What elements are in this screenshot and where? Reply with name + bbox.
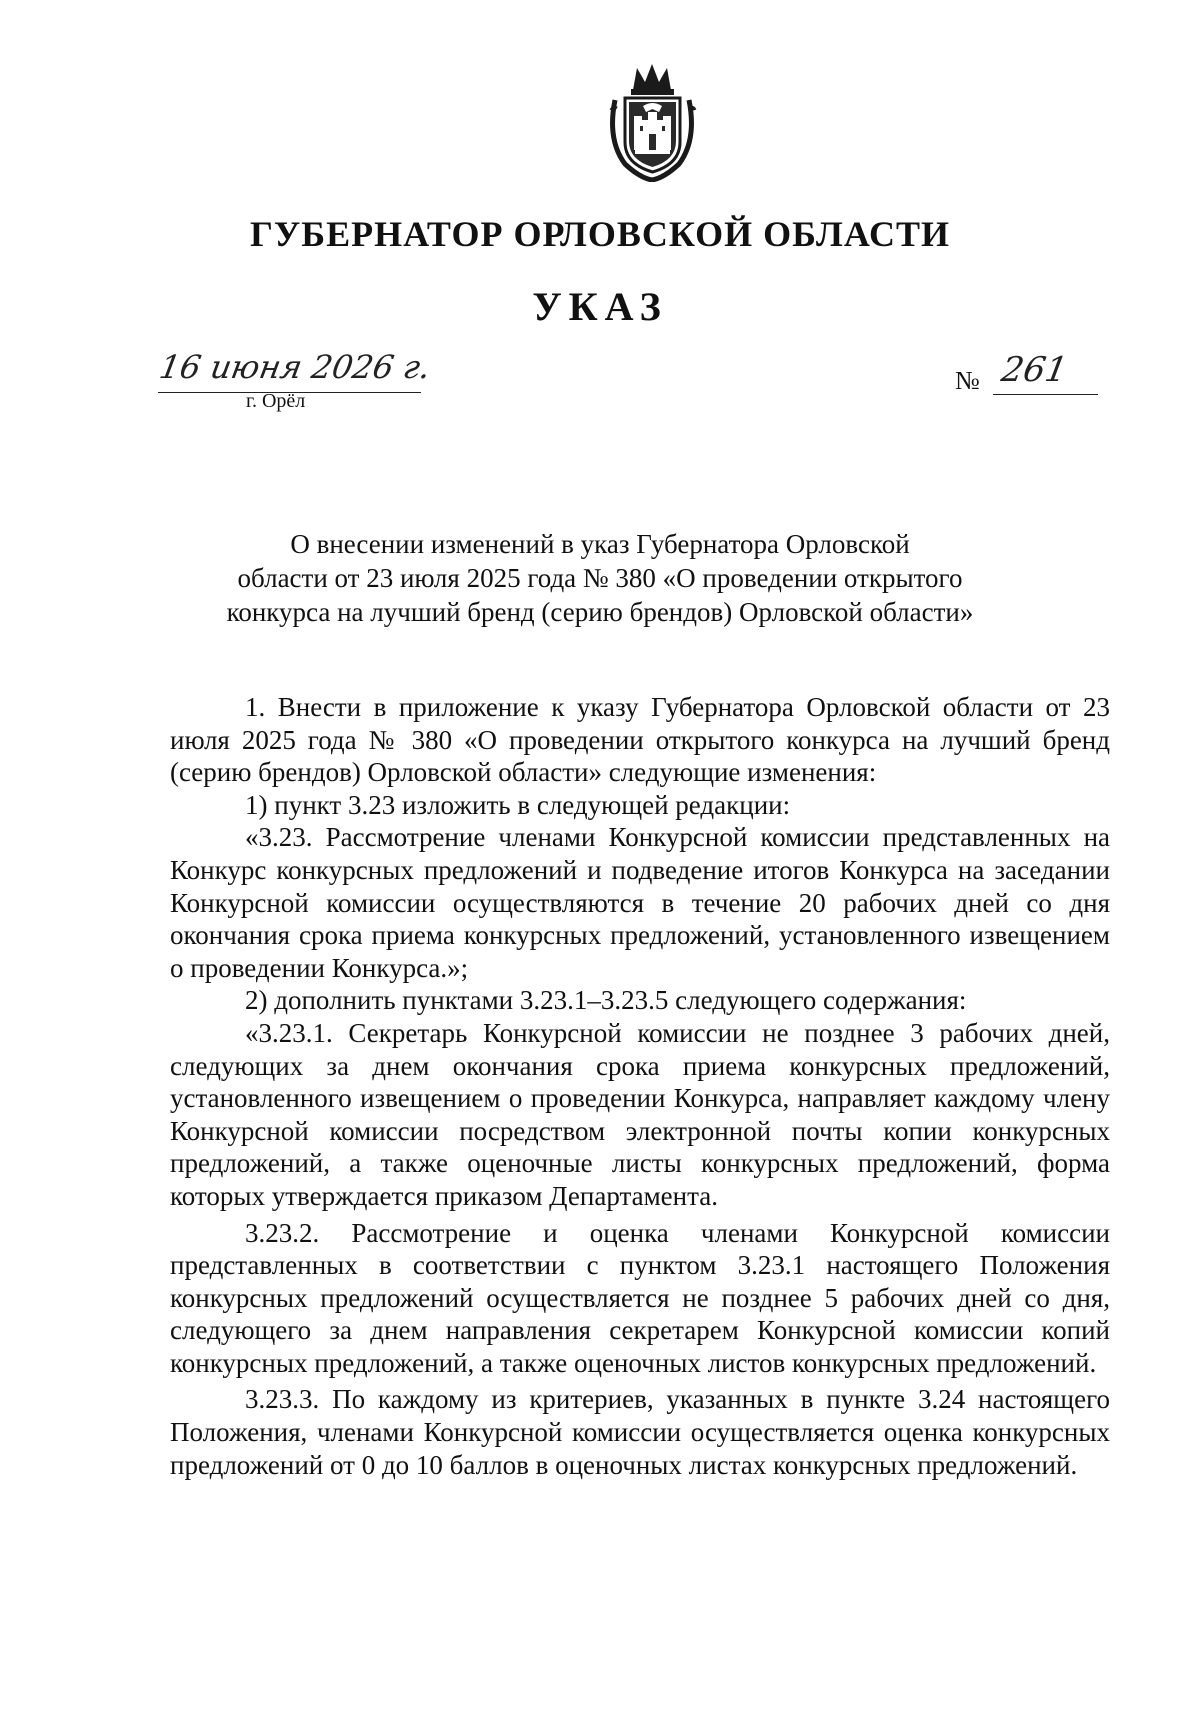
number-underline	[993, 394, 1098, 395]
document-type-title: УКАЗ	[532, 284, 668, 329]
body-paragraph: 3.23.2. Рассмотрение и оценка членами Конкурсной комиссии представленных в соответствии с пунктом 3.23.1 настоящего Положения конкурсных предложений осуществляется не позднее 5 рабочих дней со дня, следующего за днем направления секретарем Конкурсной комиссии копий конкурсных предложений, а также оценочных листов конкурсных предложений.	[170, 1217, 1110, 1378]
decree-body	[170, 691, 1110, 1481]
handwritten-number: 261	[998, 350, 1071, 390]
decree-subject	[0, 527, 1200, 629]
subject-line: области от 23 июля 2025 года № 380 «О проведении открытого	[237, 563, 963, 593]
subject-line: конкурса на лучший бренд (серию брендов) Орловской области»	[226, 597, 974, 627]
body-paragraph: 1) пункт 3.23 изложить в следующей редакции:	[245, 789, 791, 820]
body-paragraph: «3.23.1. Секретарь Конкурсной комиссии не позднее 3 рабочих дней, следующих за днем окончания срока приема конкурсных предложений, установленного извещением о проведении Конкурса, направляет каждому члену Конкурсной комиссии посредством электронной почты копии конкурсных предложений, а также оценочные листы конкурсных предложений, форма которых утверждается приказом Департамента.	[170, 1017, 1110, 1211]
coat-of-arms-icon	[605, 60, 700, 182]
body-paragraph: 1. Внести в приложение к указу Губернатора Орловской области от 23 июля 2025 года № 380 «О проведении открытого конкурса на лучший бренд (серию брендов) Орловской области» следующие изменения:	[170, 692, 1110, 788]
subject-line: О внесении изменений в указ Губернатора Орловской	[290, 529, 910, 559]
body-paragraph: 3.23.3. По каждому из критериев, указанных в пункте 3.24 настоящего Положения, членами Конкурсной комиссии осуществляется оценка конкурсных предложений от 0 до 10 баллов в оценочных листах конкурсных предложений.	[170, 1384, 1110, 1480]
number-sign: №	[955, 366, 980, 395]
body-paragraph: 2) дополнить пунктами 3.23.1–3.23.5 следующего содержания:	[245, 985, 967, 1016]
body-paragraph: «3.23. Рассмотрение членами Конкурсной комиссии представленных на Конкурс конкурсных предложений и подведение итогов Конкурса на заседании Конкурсной комиссии осуществляются в течение 20 рабочих дней со дня окончания срока приема конкурсных предложений, установленного извещением о проведении Конкурса.»;	[170, 822, 1110, 983]
handwritten-date: 16 июня 2026 г.	[156, 348, 434, 386]
authority-title: ГУБЕРНАТОР ОРЛОВСКОЙ ОБЛАСТИ	[249, 214, 951, 254]
city-label: г. Орёл	[246, 390, 306, 412]
